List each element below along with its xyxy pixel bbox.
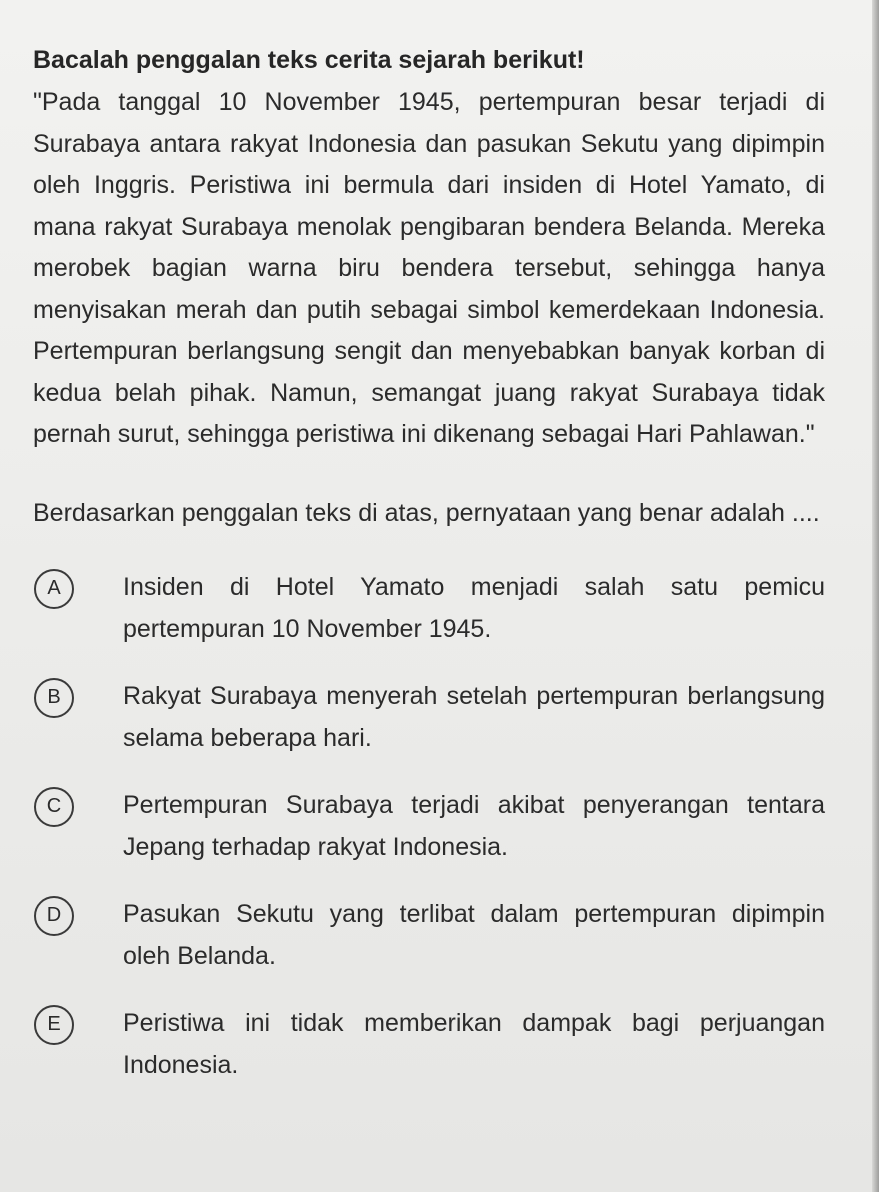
option-a-text[interactable]: Insiden di Hotel Yamato menjadi salah satu pemicu pertempuran 10 November 1945. — [123, 572, 825, 643]
option-e-text[interactable]: Peristiwa ini tidak memberikan dampak bagi perjuangan Indonesia. — [123, 1008, 825, 1079]
answer-options — [33, 566, 825, 1086]
option-a[interactable] — [33, 566, 825, 650]
option-c-radio[interactable]: C — [34, 787, 74, 827]
option-c[interactable] — [33, 784, 825, 868]
question-content — [33, 44, 825, 1111]
option-b-text[interactable]: Rakyat Surabaya menyerah setelah pertempuran berlangsung selama beberapa hari. — [123, 681, 825, 752]
option-a-radio[interactable]: A — [34, 569, 74, 609]
question-prompt: Berdasarkan penggalan teks di atas, pernyataan yang benar adalah .... — [33, 498, 820, 527]
option-e-radio[interactable]: E — [34, 1005, 74, 1045]
instruction-heading: Bacalah penggalan teks cerita sejarah berikut! — [33, 46, 585, 74]
option-b-radio[interactable]: B — [34, 678, 74, 718]
history-passage: "Pada tanggal 10 November 1945, pertempuran besar terjadi di Surabaya antara rakyat Indonesia dan pasukan Sekutu yang dipimpin oleh Inggris. Peristiwa ini bermula dari insiden di Hotel Yamato, di mana rakyat Surabaya menolak pengibaran bendera Belanda. Mereka merobek bagian warna biru bendera tersebut, sehingga hanya menyisakan merah dan putih sebagai simbol kemerdekaan Indonesia. Pertempuran berlangsung sengit dan menyebabkan banyak korban di kedua belah pihak. Namun, semangat juang rakyat Surabaya tidak pernah surut, sehingga peristiwa ini dikenang sebagai Hari Pahlawan." — [33, 88, 825, 448]
option-c-text[interactable]: Pertempuran Surabaya terjadi akibat penyerangan tentara Jepang terhadap rakyat Indonesia. — [123, 790, 825, 861]
option-d-radio[interactable]: D — [34, 896, 74, 936]
option-b[interactable] — [33, 675, 825, 759]
screen-edge — [872, 0, 879, 1192]
option-e[interactable] — [33, 1002, 825, 1086]
option-d[interactable] — [33, 893, 825, 977]
option-d-text[interactable]: Pasukan Sekutu yang terlibat dalam pertempuran dipimpin oleh Belanda. — [123, 899, 825, 970]
